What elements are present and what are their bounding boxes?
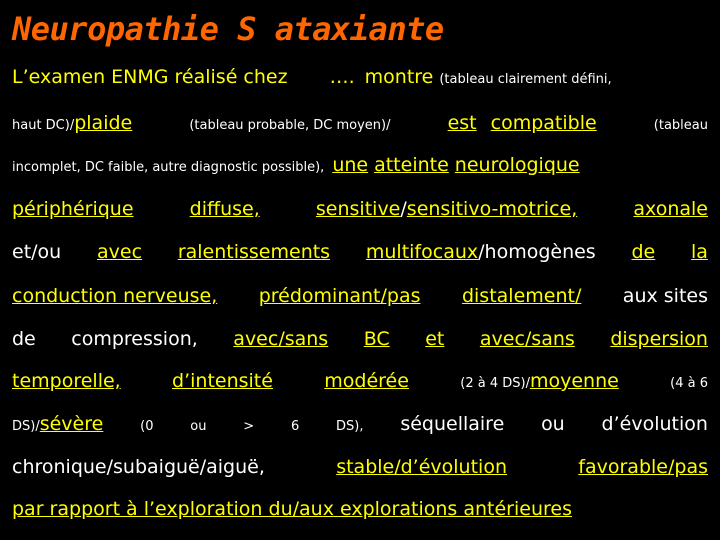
- text-segment: sensitive: [315, 198, 401, 220]
- text-segment: dispersion: [610, 328, 708, 350]
- text-segment: favorable/pas: [578, 456, 708, 478]
- text-segment: ou: [190, 419, 207, 434]
- text-line-7: [12, 328, 708, 350]
- text-segment: une: [332, 154, 369, 176]
- text-line-11: [12, 498, 708, 520]
- text-segment: incomplet, DC faible, autre diagnostic possible),: [12, 160, 325, 175]
- slide-title: Neuropathie S ataxiante: [12, 10, 444, 48]
- text-segment: (4 à 6: [670, 376, 708, 391]
- text-segment: de: [12, 328, 36, 350]
- text-segment: neurologique: [454, 154, 580, 176]
- text-segment: (tableau clairement défini,: [439, 72, 612, 87]
- text-segment: avec/sans: [233, 328, 329, 350]
- text-segment: DS)/: [12, 419, 40, 434]
- text-segment: séquellaire: [400, 413, 505, 435]
- text-line-2: [12, 112, 708, 134]
- text-segment: et: [425, 328, 445, 350]
- text-segment: et/ou: [12, 241, 62, 263]
- text-segment: la: [691, 241, 708, 263]
- text-segment: moyenne: [529, 370, 619, 392]
- text-segment: sévère: [39, 413, 104, 435]
- text-segment: plaide: [74, 112, 133, 134]
- text-segment: (0: [140, 419, 154, 434]
- text-segment: DS),: [336, 419, 364, 434]
- text-segment: atteinte: [374, 154, 449, 176]
- text-segment: compatible: [490, 112, 597, 134]
- text-line-5: [12, 241, 708, 263]
- text-segment: conduction nerveuse,: [12, 285, 218, 307]
- text-segment: diffuse,: [189, 198, 260, 220]
- text-segment: de: [631, 241, 656, 263]
- text-segment: chronique/subaiguë/aiguë,: [12, 456, 265, 478]
- text-segment: périphérique: [12, 198, 134, 220]
- text-segment: sensitivo-motrice,: [406, 198, 578, 220]
- text-segment: temporelle,: [12, 370, 121, 392]
- text-segment: /: [400, 198, 407, 220]
- text-segment: montre: [364, 66, 434, 88]
- text-segment: haut DC)/: [12, 118, 75, 133]
- text-line-8: [12, 370, 708, 392]
- text-segment: est: [447, 112, 477, 134]
- text-segment: axonale: [633, 198, 708, 220]
- text-segment: BC: [363, 328, 390, 350]
- text-segment: avec/sans: [479, 328, 575, 350]
- text-segment: ou: [541, 413, 565, 435]
- text-segment: compression,: [71, 328, 198, 350]
- text-segment: (tableau: [653, 118, 708, 133]
- text-segment: ralentissements: [177, 241, 331, 263]
- text-segment: par rapport à l’exploration du/aux explorations antérieures: [12, 498, 572, 520]
- text-segment: d’évolution: [601, 413, 708, 435]
- text-segment: >: [243, 419, 255, 434]
- text-line-1: [12, 66, 708, 88]
- text-line-6: [12, 285, 708, 307]
- text-segment: d’intensité: [172, 370, 273, 392]
- text-segment: L’examen ENMG réalisé chez: [12, 66, 288, 88]
- text-segment: distalement/: [461, 285, 582, 307]
- text-segment: prédominant/pas: [258, 285, 421, 307]
- text-segment: modérée: [324, 370, 409, 392]
- text-segment: avec: [97, 241, 143, 263]
- text-segment: multifocaux: [365, 241, 479, 263]
- text-line-10: [12, 456, 708, 478]
- text-segment: 6: [290, 419, 300, 434]
- text-line-3: [12, 154, 708, 176]
- text-segment: ….: [329, 66, 355, 88]
- text-line-9: [12, 413, 708, 435]
- text-segment: stable/d’évolution: [336, 456, 507, 478]
- text-segment: (2 à 4 DS)/: [460, 376, 530, 391]
- text-segment: (tableau probable, DC moyen)/: [189, 118, 391, 133]
- text-segment: aux sites: [622, 285, 708, 307]
- text-segment: /homogènes: [478, 241, 596, 263]
- text-line-4: [12, 198, 708, 220]
